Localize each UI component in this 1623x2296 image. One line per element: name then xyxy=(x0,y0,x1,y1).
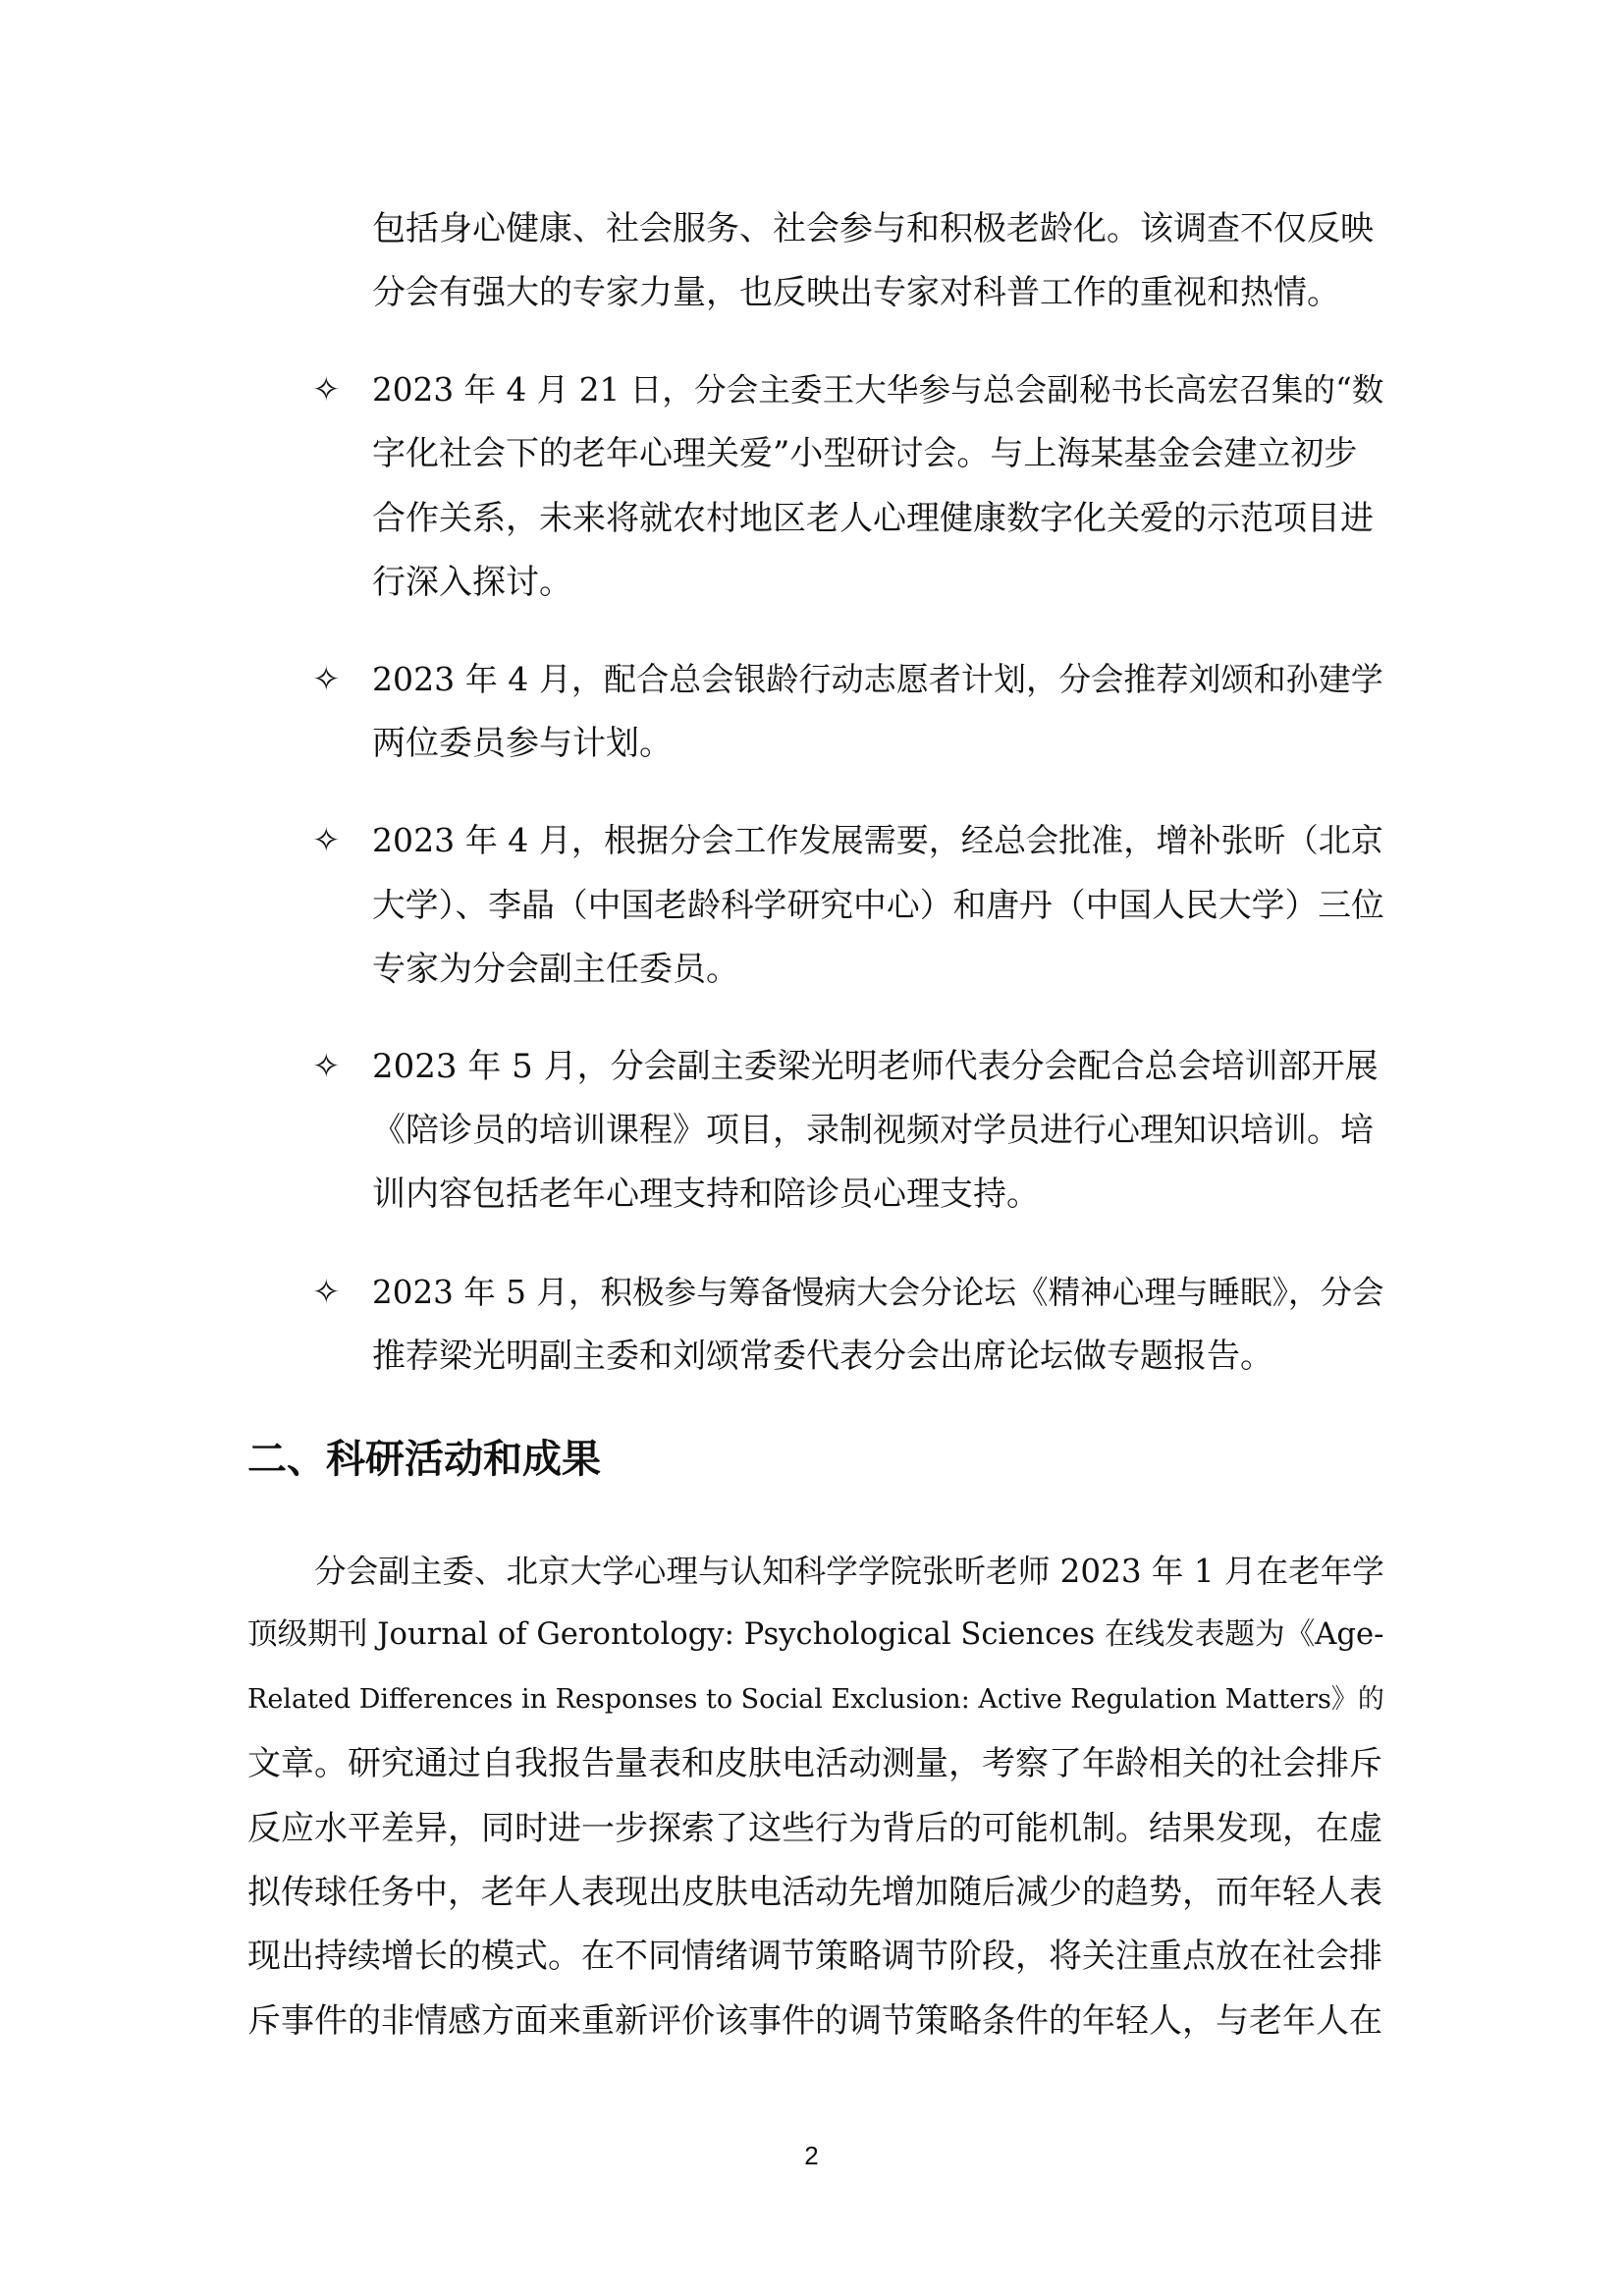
bullet-line: 两位委员参与计划。 xyxy=(372,724,673,763)
bullet-line: 2023 年 5 月，积极参与筹备慢病大会分论坛《精神心理与睡眠》，分会 xyxy=(372,1274,1384,1311)
bullet-star-icon: ✧ xyxy=(312,370,341,410)
page-number: 2 xyxy=(804,2141,819,2170)
paragraph-line: 分会副主委、北京大学心理与认知科学学院张昕老师 2023 年 1 月在老年学 xyxy=(314,1553,1384,1590)
paragraph-line: 拟传球任务中，老年人表现出皮肤电活动先增加随后减少的趋势，而年轻人表 xyxy=(247,1873,1382,1912)
paragraph-line: 顶级期刊 Journal of Gerontology: Psychological Sciences 在线发表题为《Age- xyxy=(247,1617,1384,1652)
bullet-star-icon: ✧ xyxy=(312,1273,341,1312)
bullet-line: 《陪诊员的培训课程》项目，录制视频对学员进行心理知识培训。培 xyxy=(372,1111,1374,1150)
paragraph-line: 斥事件的非情感方面来重新评价该事件的调节策略条件的年轻人，与老年人在 xyxy=(247,2001,1382,2041)
bullet-line: 2023 年 4 月，配合总会银龄行动志愿者计划，分会推荐刘颂和孙建学 xyxy=(372,660,1383,698)
paragraph-line: 文章。研究通过自我报告量表和皮肤电活动测量，考察了年龄相关的社会排斥 xyxy=(247,1744,1382,1783)
bullet-line: 合作关系，未来将就农村地区老人心理健康数字化关爱的示范项目进 xyxy=(372,499,1374,538)
bullet-line: 训内容包括老年心理支持和陪诊员心理支持。 xyxy=(372,1175,1040,1214)
bullet-line: 2023 年 4 月，根据分会工作发展需要，经总会批准，增补张昕（北京 xyxy=(372,821,1383,859)
bullet-line: 推荐梁光明副主委和刘颂常委代表分会出席论坛做专题报告。 xyxy=(372,1337,1273,1376)
paragraph-line: 现出持续增长的模式。在不同情绪调节策略调节阶段，将关注重点放在社会排 xyxy=(247,1937,1382,1976)
paragraph-line: 反应水平差异，同时进一步探索了这些行为背后的可能机制。结果发现，在虚 xyxy=(247,1809,1382,1848)
paragraph-line: Related Differences in Responses to Social Exclusion: Active Regulation Matters》的 xyxy=(247,1684,1384,1715)
bullet-star-icon: ✧ xyxy=(312,1047,341,1086)
bullet-line: 专家为分会副主任委员。 xyxy=(372,950,739,989)
intro-line: 分会有强大的专家力量，也反映出专家对科普工作的重视和热情。 xyxy=(372,273,1340,312)
bullet-star-icon: ✧ xyxy=(312,821,341,860)
bullet-line: 行深入探讨。 xyxy=(372,563,572,602)
bullet-line: 2023 年 4 月 21 日，分会主委王大华参与总会副秘书长高宏召集的“数 xyxy=(372,371,1384,409)
bullet-line: 大学）、李晶（中国老龄科学研究中心）和唐丹（中国人民大学）三位 xyxy=(372,886,1384,924)
intro-line: 包括身心健康、社会服务、社会参与和积极老龄化。该调查不仅反映 xyxy=(372,209,1374,248)
section-heading: 二、科研活动和成果 xyxy=(247,1437,601,1482)
bullet-star-icon: ✧ xyxy=(312,660,341,699)
bullet-line: 2023 年 5 月，分会副主委梁光明老师代表分会配合总会培训部开展 xyxy=(372,1047,1379,1086)
bullet-line: 字化社会下的老年心理关爱”小型研讨会。与上海某基金会建立初步 xyxy=(372,434,1358,473)
